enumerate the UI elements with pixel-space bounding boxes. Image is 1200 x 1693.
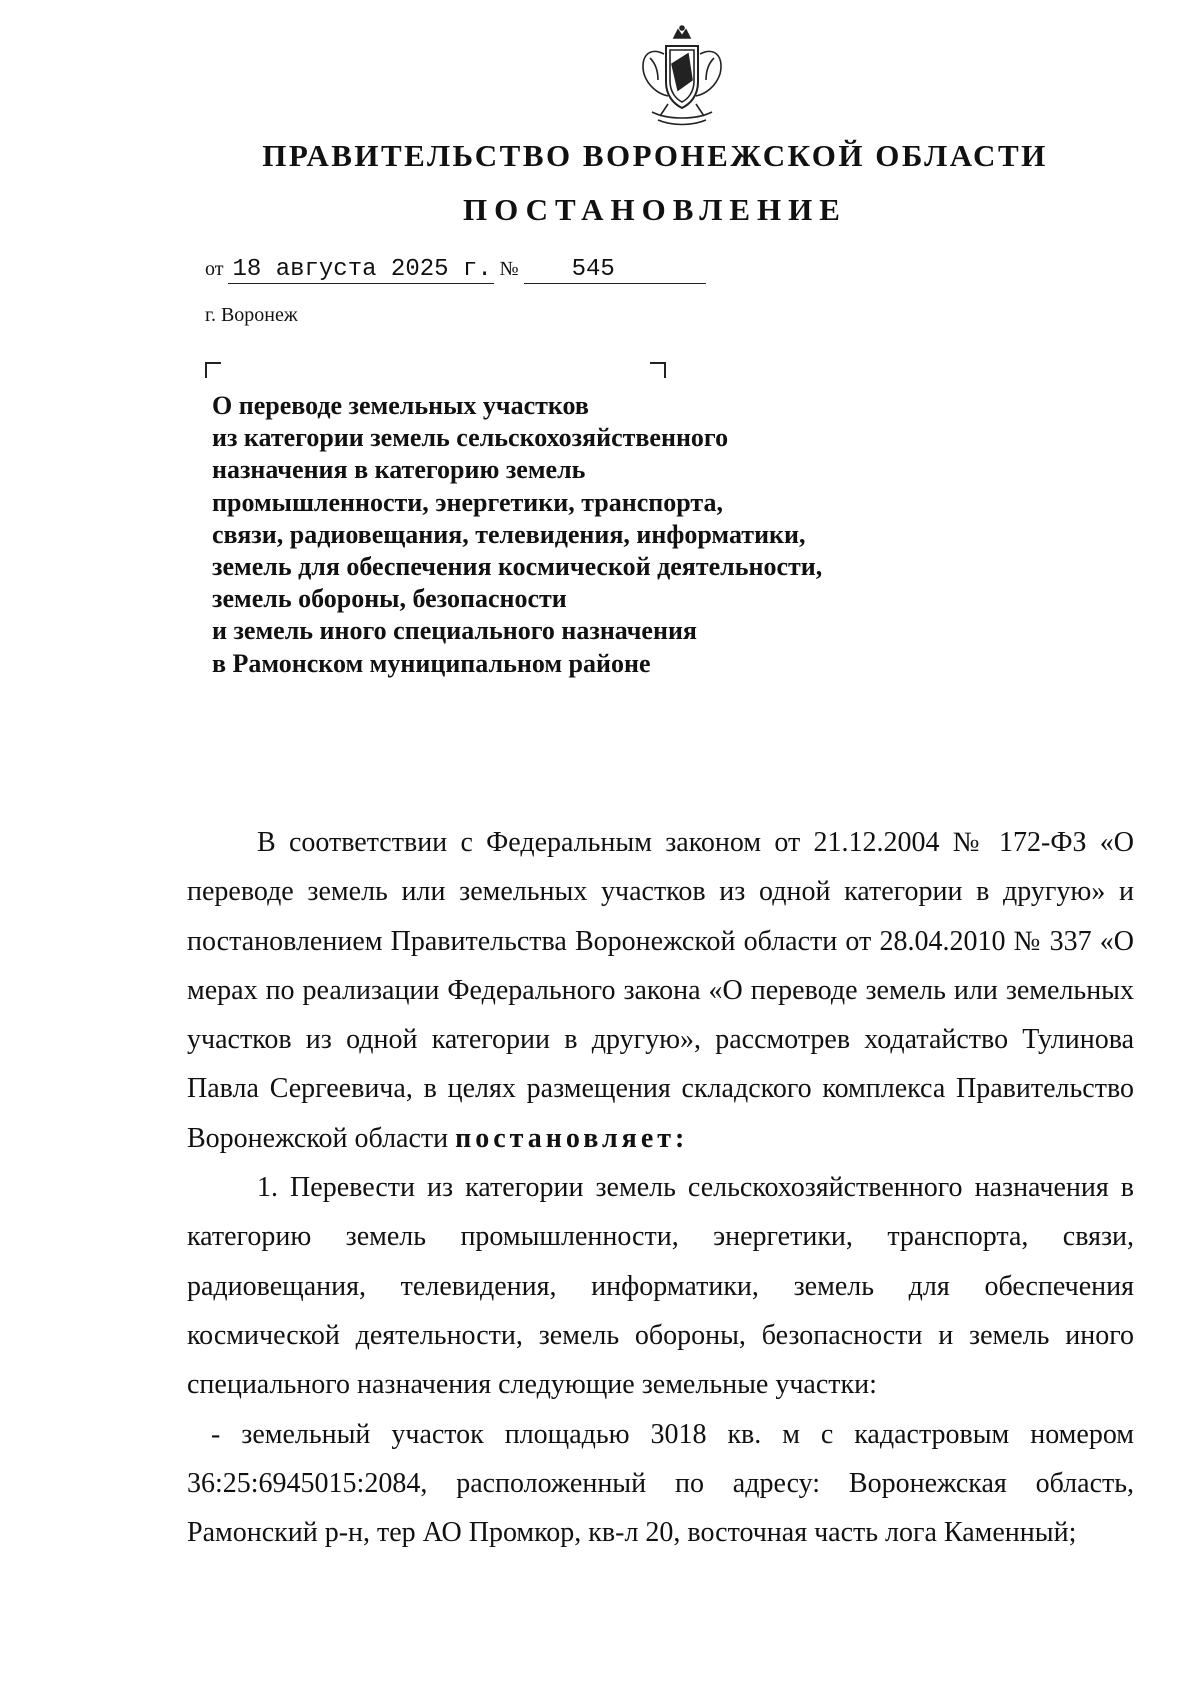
subject-line: земель обороны, безопасности: [212, 584, 567, 614]
government-title: ПРАВИТЕЛЬСТВО ВОРОНЕЖСКОЙ ОБЛАСТИ: [262, 138, 1048, 173]
subject-line: земель для обеспечения космической деятельности,: [212, 552, 823, 582]
item-1-paragraph: 1. Перевести из категории земель сельскохозяйственного назначения в категорию земель промышленности, энергетики, транспорта, связи, радиовещания, телевидения, информатики, земель для обеспечения космической деятельности, земель обороны, безопасности и земель иного специального назначения следующие земельные участки:: [187, 1172, 1134, 1401]
date-number-line: [205, 256, 706, 284]
preamble-text: В соответствии с Федеральным законом от 21.12.2004 № 172-ФЗ «О переводе земель или земельных участков из одной категории в другую» и постановлением Правительства Воронежской области от 28.04.2010 № 337 «О мерах по реализации Федерального закона «О переводе земель или земельных участков из одной категории в другую», рассмотрев ходатайство Тулинова Павла Сергеевича, в целях размещения складского комплекса Правительство Воронежской области: [187, 827, 1134, 1154]
subject-bracket-right: [650, 362, 666, 378]
subject-line: связи, радиовещания, телевидения, информатики,: [212, 519, 806, 549]
document-number: 545: [524, 256, 706, 284]
decree-word: постановляет:: [455, 1122, 689, 1154]
preamble-paragraph: [187, 818, 1134, 1163]
item-1-sub-1-paragraph: - земельный участок площадью 3018 кв. м с кадастровым номером 36:25:6945015:2084, расположенный по адресу: Воронежская область, Рамонский р-н, тер АО Промкор, кв-л 20, восточная часть лога Каменный;: [187, 1418, 1134, 1549]
subject-line: и земель иного специального назначения: [212, 616, 697, 646]
subject-bracket-left: [205, 362, 221, 378]
date-prefix: от: [205, 258, 224, 280]
subject-line: в Рамонском муниципальном районе: [212, 648, 651, 678]
subject-line: О переводе земельных участков: [212, 391, 589, 420]
number-sign: №: [499, 258, 519, 280]
subject-line: назначения в категорию земель: [212, 455, 586, 485]
subject-line: из категории земель сельскохозяйственного: [212, 423, 729, 453]
subject-line: промышленности, энергетики, транспорта,: [212, 487, 723, 517]
city: г. Воронеж: [205, 304, 298, 326]
document-subject: [212, 390, 932, 680]
document-date: 18 августа 2025 г.: [228, 256, 494, 284]
document-body: [187, 818, 1134, 1557]
coat-of-arms-icon: [628, 24, 736, 132]
document-type: ПОСТАНОВЛЕНИЕ: [463, 192, 847, 227]
